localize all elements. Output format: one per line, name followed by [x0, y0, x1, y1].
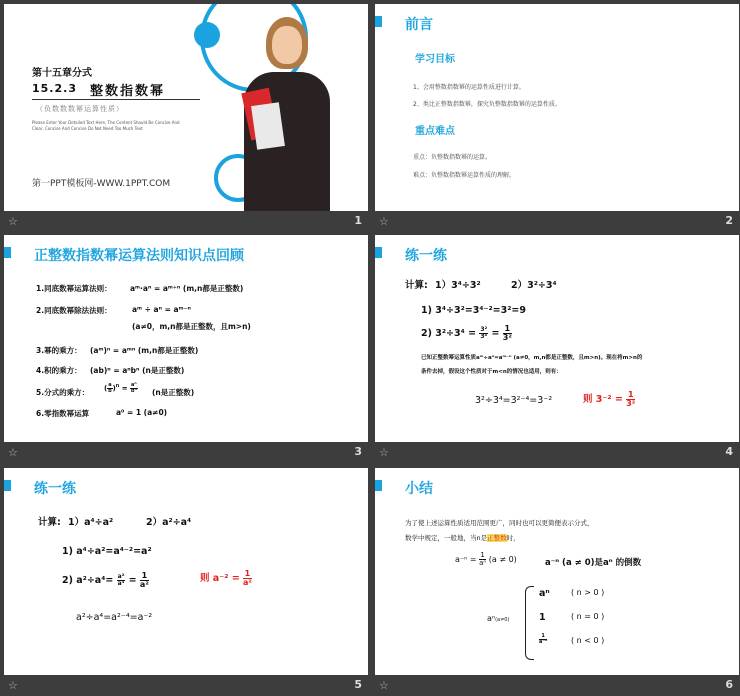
intro-line-1: 为了使上述运算性质适用范围更广，同时也可以更简便表示分式， [405, 519, 594, 527]
answer-2: 2) a²÷a⁴= $\frac{\text{a²}}{\text{a⁴}}$ = $\frac{1}{\text{a²}}$ [62, 571, 149, 589]
footer-watermark: 第一PPT模板网-WWW.1PPT.COM [32, 179, 171, 189]
rule-4-formula: (ab)ⁿ = aⁿbⁿ (n是正整数) [90, 366, 185, 375]
rule-5-formula: ( $\frac{a}{b}$ )$^n$ = $\frac{\text{aⁿ}}{\text{bⁿ}}$ [104, 382, 137, 394]
star-icon[interactable]: ☆ [379, 679, 389, 692]
answer-1: 1) a⁴÷a²=a⁴⁻²=a² [62, 546, 152, 557]
slide-3 [4, 235, 368, 442]
accent-bar [375, 247, 382, 258]
conclusion: 则 a⁻² = $\frac{1}{\text{a²}}$ [200, 569, 252, 587]
explain-line-2: 条件去掉，假设这个性质对于m<n的情况也适用，则有： [421, 369, 562, 375]
star-icon[interactable]: ☆ [379, 446, 389, 459]
student-photo [236, 12, 336, 211]
intro-line-2: 数学中规定，一般地，当n是正整数时， [405, 534, 520, 542]
accent-bar [4, 247, 11, 258]
key-item-1: 重点：负整数指数幂的运算。 [413, 154, 492, 161]
final-equation: a²÷a⁴=a²⁻⁴=a⁻² [76, 612, 153, 623]
goals-heading: 学习目标 [415, 54, 455, 65]
accent-bar [4, 480, 11, 491]
slide-thumbnail-5[interactable] [4, 468, 368, 696]
star-icon[interactable]: ☆ [8, 446, 18, 459]
rule-2-formula: aᵐ ÷ aⁿ = aᵐ⁻ⁿ [132, 305, 191, 314]
case-1-value: aⁿ [539, 588, 550, 599]
conclusion: 则 3⁻² = $\frac{1}{\text{3²}}$ [583, 390, 636, 408]
slide-thumbnail-6[interactable] [375, 468, 739, 696]
section-number: 15.2.3 [32, 82, 77, 95]
filler-text: Please Enter Your Detailed Text Here, The Content Should Be Concise And Clear, Concise And Concise Do Not Need Too Much Text [32, 120, 180, 131]
star-icon[interactable]: ☆ [8, 215, 18, 228]
case-3-condition: ( n < 0 ) [571, 636, 605, 645]
slide-number: 6 [725, 678, 733, 691]
slide-2 [375, 4, 739, 211]
slide-thumbnail-3[interactable] [4, 235, 368, 463]
slide-footer-3 [4, 442, 368, 463]
case-3-value: $\frac{1}{\text{a⁻ⁿ}}$ [539, 633, 548, 645]
rule-5-label: 5.分式的乘方： [36, 388, 90, 397]
slide-1 [4, 4, 368, 211]
final-equation: 3²÷3⁴=3²⁻⁴=3⁻² [475, 395, 553, 406]
rule-6-formula: a⁰ = 1 (a≠0) [116, 408, 168, 417]
lesson-title: 整数指数幂 [90, 84, 166, 99]
slide-title: 练一练 [405, 248, 447, 264]
question-1: 1）3⁴÷3² [435, 280, 481, 291]
slide-title: 小结 [405, 481, 433, 497]
case-1-condition: ( n > 0 ) [571, 588, 605, 597]
rule-1-label: 1.同底数幂运算法则： [36, 284, 112, 293]
calc-label: 计算: [38, 517, 61, 528]
slide-title: 正整数指数幂运算法则知识点回顾 [34, 248, 244, 264]
lesson-subtitle: （负数数数幂运算性质） [36, 105, 124, 113]
star-icon[interactable]: ☆ [379, 215, 389, 228]
answer-1: 1) 3⁴÷3²=3⁴⁻²=3²=9 [421, 305, 526, 316]
calc-label: 计算: [405, 280, 428, 291]
slide-number: 2 [725, 214, 733, 227]
explain-line-1: 已知正整数幂运算性质aᵐ÷aⁿ=aᵐ⁻ⁿ (a≠0，m,n都是正整数，且m>n)。现在将m>n的 [421, 355, 643, 361]
chapter-label: 第十五章分式 [32, 68, 92, 79]
slide-thumbnail-4[interactable] [375, 235, 739, 463]
slide-title: 练一练 [34, 481, 76, 497]
case-2-value: 1 [539, 612, 546, 623]
rule-6-label: 6.零指数幂运算 [36, 409, 90, 418]
slide-number: 5 [354, 678, 362, 691]
question-2: 2）a²÷a⁴ [146, 517, 192, 528]
rule-5-condition: (n是正整数) [152, 388, 195, 397]
goal-item-2: 2、类比正整数指数幂，探究负整数指数幂的运算性质。 [413, 101, 561, 108]
rule-4-label: 4.积的乘方： [36, 366, 82, 375]
piecewise-brace [525, 586, 534, 660]
slide-footer-6 [375, 675, 739, 696]
slide-thumbnail-2[interactable] [375, 4, 739, 232]
star-icon[interactable]: ☆ [8, 679, 18, 692]
case-2-condition: ( n = 0 ) [571, 612, 605, 621]
rule-1-formula: aᵐ·aⁿ = aᵐ⁺ⁿ (m,n都是正整数) [130, 284, 244, 293]
slide-footer-1 [4, 211, 368, 232]
answer-2: 2) 3²÷3⁴ = $\frac{\text{3²}}{\text{3⁴}}$ = $\frac{1}{\text{3²}}$ [421, 324, 512, 342]
slide-5 [4, 468, 368, 675]
reciprocal-note: a⁻ⁿ (a ≠ 0)是aⁿ 的倒数 [545, 558, 642, 568]
key-heading: 重点难点 [415, 126, 455, 137]
slide-thumbnail-1[interactable] [4, 4, 368, 232]
decor-circle-small [194, 22, 220, 48]
slide-number: 1 [354, 214, 362, 227]
title-underline [32, 99, 200, 100]
slide-footer-4 [375, 442, 739, 463]
question-1: 1）a⁴÷a² [68, 517, 114, 528]
slide-6 [375, 468, 739, 675]
slide-title: 前言 [405, 17, 433, 33]
slide-footer-5 [4, 675, 368, 696]
rule-2-label: 2.同底数幂除法法则： [36, 306, 112, 315]
slide-4 [375, 235, 739, 442]
goal-item-1: 1、会用整数指数幂的运算性质进行计算。 [413, 84, 525, 91]
question-2: 2）3²÷3⁴ [511, 280, 557, 291]
slide-number: 4 [725, 445, 733, 458]
accent-bar [375, 480, 382, 491]
piecewise-lhs: aⁿ(a≠0) [487, 614, 510, 623]
slide-number: 3 [354, 445, 362, 458]
rule-3-formula: (aᵐ)ⁿ = aᵐⁿ (m,n都是正整数) [90, 346, 199, 355]
rule-2-condition: (a≠0，m,n都是正整数，且m>n) [132, 322, 251, 331]
rule-3-label: 3.幂的乘方： [36, 346, 82, 355]
accent-bar [375, 16, 382, 27]
slide-footer-2 [375, 211, 739, 232]
key-item-2: 难点：负整数指数幂运算性质的理解。 [413, 172, 516, 179]
definition: a⁻ⁿ = $\frac{1}{\text{aⁿ}}$ (a ≠ 0) [455, 551, 517, 567]
